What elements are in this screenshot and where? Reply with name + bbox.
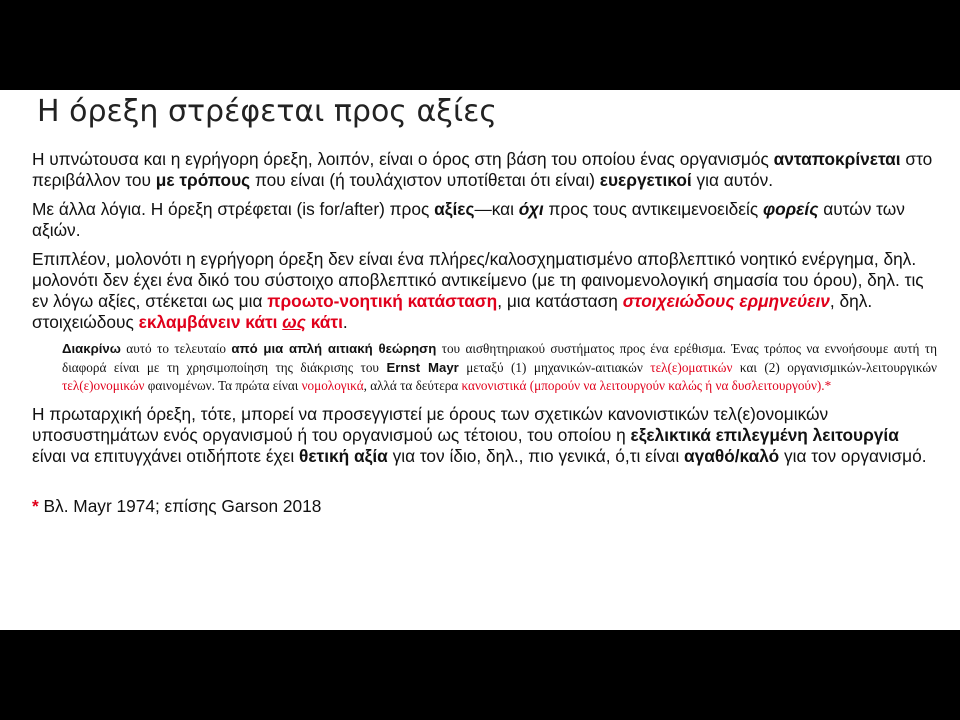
text-run: , δηλ. στοιχειώδους [32,291,873,332]
slide-title: Η όρεξη στρέφεται προς αξίες [37,94,497,129]
text-run: αξίες [434,199,475,219]
text-run: στο περιβάλλον του [32,149,933,190]
text-run: τελ(ε)οματικών [650,359,733,375]
footnote-references [32,496,937,517]
text-run: αγαθό/καλό [684,445,780,466]
text-run: φαινομένων. Τα πρώτα είναι [144,378,302,393]
text-run: —και [474,199,519,219]
text-run: είναι να επιτυγχάνει οτιδήποτε έχει [32,445,299,466]
text-run: Διακρίνω [62,341,121,356]
text-run: . [342,312,348,332]
slide [0,90,960,630]
text-run: Η πρωταρχική όρεξη, τότε, μπορεί να προσεγγιστεί με όρους των σχετικών κανονιστικών τελ(ε)ονομικών υποσυστημάτων ενός οργανισμού ή του οργανισμού ως τέτοιου, του οποίου η [32,403,829,445]
text-run: , μια κατάσταση [497,291,623,311]
text-run: προς τους αντικειμενοειδείς [543,199,763,219]
text-run: Επιπλέον, μολονότι η εγρήγορη όρεξη δεν είναι ένα πλήρες/καλοσχηματισμένο αποβλεπτικό νοητικό ενέργημα, δηλ. μολονότι δεν έχει ένα δικό του σύστοιχο αποβλεπτικό αντικείμενο (με τη φαινομενολογική σημασία του όρου), δηλ. τις εν λόγω αξίες, στέκεται ως μια [32,249,924,311]
text-run: θετική αξία [298,445,388,466]
text-run: Βλ. Mayr 1974; επίσης Garson 2018 [38,495,322,516]
text-run: για αυτόν. [691,170,774,190]
text-run: ως [282,312,306,332]
text-run: στοιχειώδους ερμηνεύειν [622,291,830,311]
text-run: όχι [518,199,544,219]
text-run: φορείς [762,199,819,219]
text-run: ευεργετικοί [599,170,692,190]
text-run: κάτι [305,312,343,332]
text-run: ανταποκρίνεται [773,149,901,169]
paragraph-appetite-response [32,149,937,191]
text-run: που είναι (ή τουλάχιστον υποτίθεται ότι είναι) [250,170,600,190]
text-run: Με άλλα λόγια. Η όρεξη στρέφεται (is for/after) προς [32,199,435,219]
slide-body [32,149,937,517]
paragraph-primary-appetite [32,404,937,467]
text-run: μεταξύ (1) μηχανικών-αιτιακών [458,359,651,375]
text-run: από μια απλή αιτιακή θεώρηση [231,341,437,356]
paragraph-appetite-values [32,199,937,241]
text-run: αυτό το τελευταίο [120,341,232,356]
text-run: , αλλά τα δεύτερα [363,378,462,393]
text-run: εκλαμβάνειν κάτι [138,312,283,332]
indented-note-mayr-distinction [62,340,937,396]
text-run: τελ(ε)ονομικών [62,378,145,393]
text-run: Η υπνώτουσα και η εγρήγορη όρεξη, λοιπόν, είναι ο όρος στη βάση του οποίου ένας οργανισμός [32,149,774,169]
text-run: προωτο-νοητική κατάσταση [267,291,498,311]
text-run: Ernst Mayr [386,359,459,375]
text-run: του αισθητηριακού συστήματος προς ένα ερέθισμα. Ένας τρόπος να εννοήσουμε αυτή τη διαφορά είναι με τη χρησιμοποίηση της διάκρισης του [62,341,938,375]
text-run: αυτών των αξιών. [32,199,905,240]
text-run: για τον ίδιο, δηλ., πιο γενικά, ό,τι είναι [387,445,684,466]
text-run: νομολογικά [301,378,364,393]
text-run: για τον οργανισμό. [779,445,927,466]
text-run: * [32,495,39,516]
paragraph-proto-noetic-state [32,249,937,333]
text-run: και (2) οργανισμικών-λειτουργικών [732,359,937,375]
text-run: κανονιστικά (μπορούν να λειτουργούν καλώς ή να δυσλειτουργούν).* [461,378,832,393]
text-run: με τρόπους [155,170,251,190]
text-run: εξελικτικά επιλεγμένη λειτουργία [630,424,899,445]
